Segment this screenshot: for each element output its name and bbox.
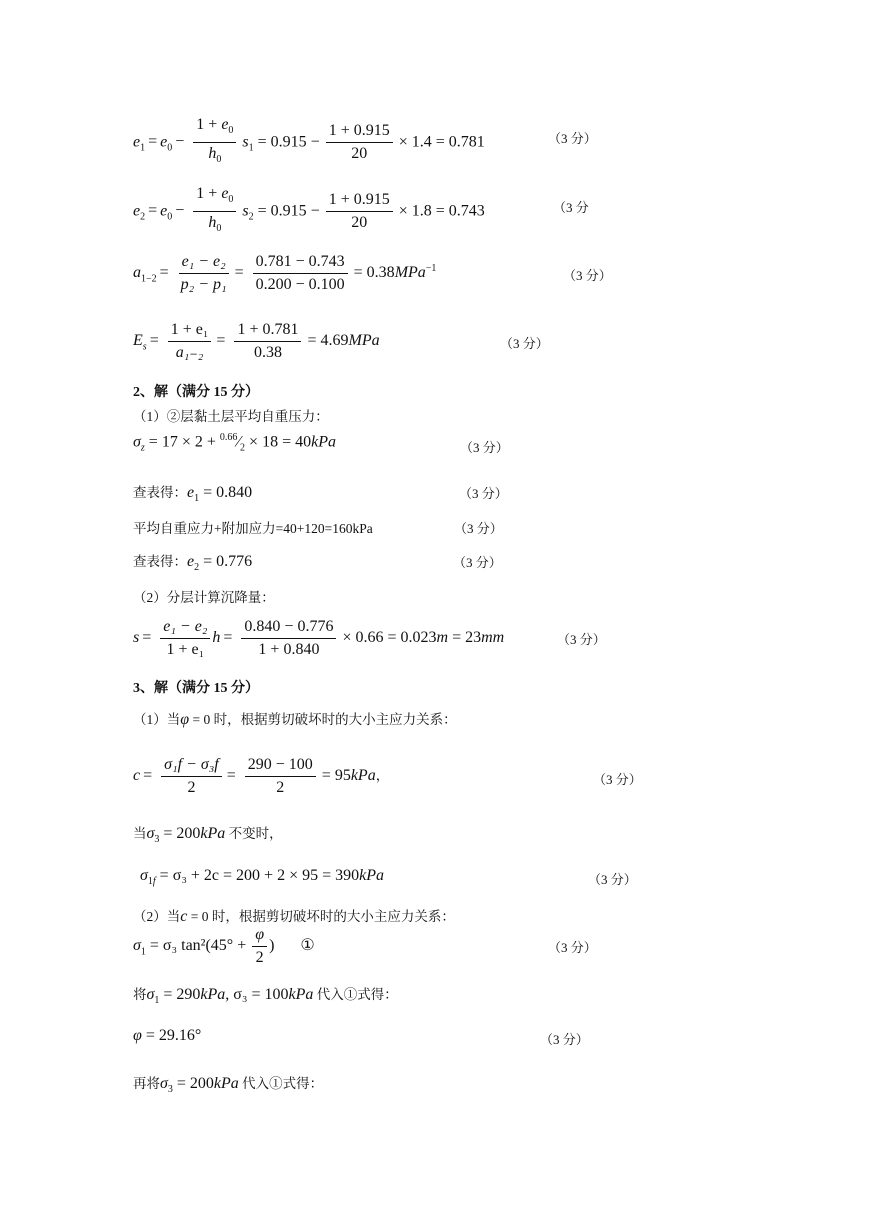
equation-cohesion: c = $\frac{\text{σ₁f − σ₃f}}{2}$ = $\frac{290 - 100}{2}$ = 95kPa， — [133, 756, 390, 796]
score-label: （3 分） — [563, 268, 612, 283]
score-label: （3 分） — [460, 440, 509, 455]
score-label: （3 分） — [454, 521, 503, 536]
score-label: （3 分） — [548, 131, 597, 146]
equation-compressibility: $a_{1-2}$ = $\frac{\text{e₁ − e₂}}{\text{p₂ − p₁}}$ = $\frac{0.781 - 0.743}{0.200 - 0.100}$ = 0.38MPa$^{-1}$ — [133, 253, 437, 293]
score-label: （3 分） — [540, 1032, 589, 1047]
equation-self-weight: $\sigma_z = 17 \times 2$ + $^{0.66}⁄_2 \times 18 = 40kPa$ — [133, 432, 336, 454]
section-heading: 2、解（满分 15 分） — [133, 385, 259, 400]
paragraph: （1）当φ = 0 时，根据剪切破坏时的大小主应力关系： — [133, 711, 457, 728]
score-label: （3 分） — [459, 486, 508, 501]
score-label: （3 分） — [548, 940, 597, 955]
lookup-e2: 查表得：$e_2 = 0.776$ — [133, 553, 253, 574]
paragraph: （2）分层计算沉降量： — [133, 590, 275, 605]
score-label: （3 分） — [453, 555, 502, 570]
paragraph: 将$\sigma_1 = 290kPa$, σ₃ = 100kPa 代入①式得： — [133, 986, 398, 1007]
paragraph: 当$\sigma_3 = 200kPa$ 不变时， — [133, 825, 283, 846]
equation-modulus: $E_s$ = $\frac{\text{1 + e₁}}{\text{a₁₋₂}}$ = $\frac{1 + 0.781}{0.38}$ = 4.69MPa — [133, 321, 380, 361]
equation-sigma1f: $\sigma_{1f} = \sigma_3 + 2c = 200 + 2 \times 95 = 390kPa$ — [140, 867, 384, 888]
paragraph: 再将$\sigma_3 = 200kPa$ 代入①式得： — [133, 1075, 324, 1096]
paragraph: （2）当c = 0 时，根据剪切破坏时的大小主应力关系： — [133, 908, 455, 925]
paragraph: （1）②层黏土层平均自重压力： — [133, 409, 329, 424]
score-label: （3 分） — [557, 632, 606, 647]
lookup-e1: 查表得：$e_1 = 0.840$ — [133, 484, 253, 505]
equation-e1: $e_1 = e_0$ − $\frac{1 + e_0}{h_0}$ $s_1 = 0.915$ − $\frac{1 + 0.915}{20}$ × 1.4 = 0.781 — [133, 116, 485, 166]
equation-tan: $\sigma_1 = \sigma_3$ tan²(45° + $\frac{\varphi}{2}$ ) ① — [133, 926, 315, 966]
score-label: （3 分） — [500, 336, 549, 351]
paragraph: 平均自重应力+附加应力=40+120=160kPa — [133, 521, 373, 536]
score-label: （3 分） — [593, 772, 642, 787]
equation-settlement: s = $\frac{\text{e₁ − e₂}}{\text{1 + e₁}}$ h = $\frac{0.840 - 0.776}{1 + 0.840}$ × 0.66 = 0.023m = 23mm — [133, 618, 505, 658]
section-heading: 3、解（满分 15 分） — [133, 681, 259, 696]
equation-phi: φ = 29.16° — [133, 1027, 202, 1044]
equation-e2: $e_2 = e_0$ − $\frac{1 + e_0}{h_0}$ $s_2 = 0.915$ − $\frac{1 + 0.915}{20}$ × 1.8 = 0.743 — [133, 185, 485, 235]
score-label: （3 分 — [553, 200, 589, 215]
score-label: （3 分） — [588, 872, 637, 887]
